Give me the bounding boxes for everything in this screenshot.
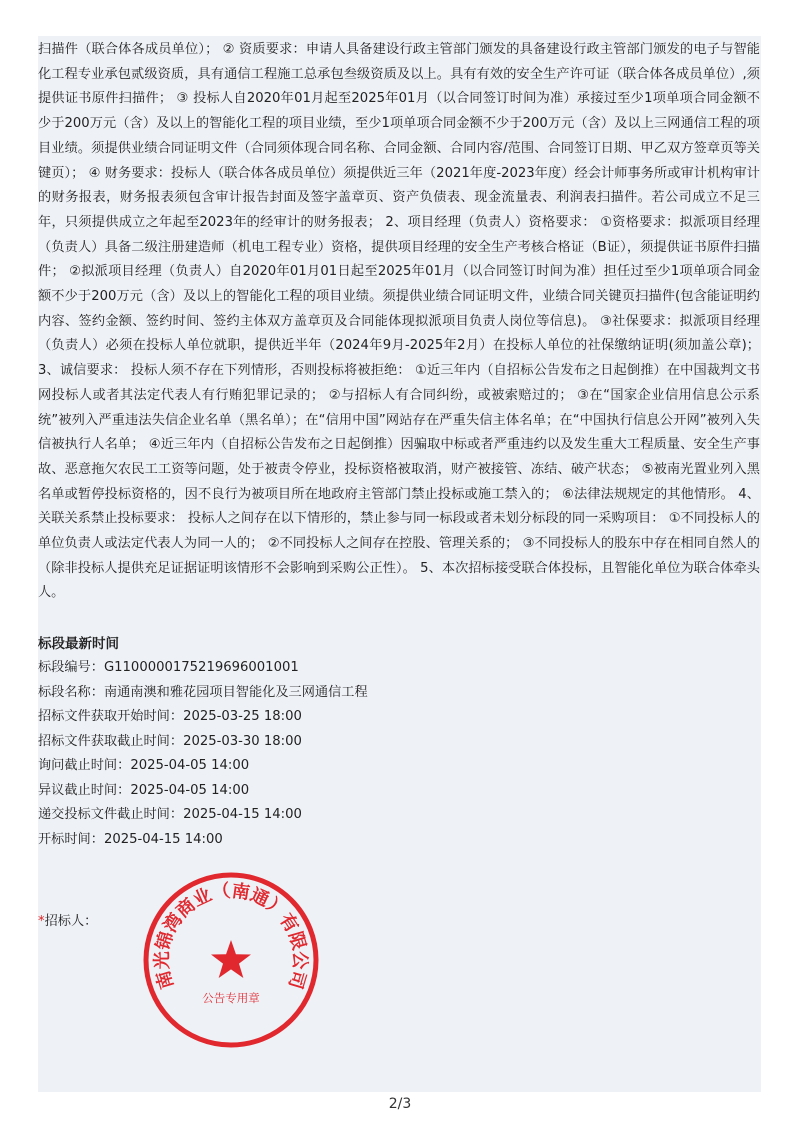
seal-company-name: 南光锦湾商业（南通）有限公司	[151, 880, 311, 992]
info-value: 2025-04-15 14:00	[103, 831, 223, 847]
tenderer-label: 招标人：	[44, 914, 98, 929]
seal-star-icon	[211, 940, 251, 978]
info-label: 招标文件获取截止时间：	[38, 733, 184, 749]
info-row-doc-start	[38, 705, 368, 730]
info-row-doc-end	[38, 730, 368, 755]
info-value: 2025-03-30 18:00	[183, 733, 302, 749]
info-row-objection-deadline	[38, 779, 368, 804]
info-value: 2025-04-05 14:00	[130, 782, 250, 798]
tenderer-field	[38, 912, 97, 932]
tender-info-list	[38, 656, 368, 852]
info-value: 2025-04-15 14:00	[183, 807, 302, 822]
info-label: 异议截止时间：	[38, 782, 131, 798]
info-label: 标段名称：	[38, 684, 104, 700]
info-value: 南通南澳和雅花园项目智能化及三网通信工程	[103, 684, 368, 700]
section-heading: 标段最新时间	[38, 636, 119, 652]
info-label: 招标文件获取开始时间：	[38, 709, 184, 724]
info-label: 递交投标文件截止时间：	[38, 807, 184, 822]
info-value: 2025-04-05 14:00	[130, 758, 250, 773]
info-row-section-number	[38, 656, 368, 681]
info-label: 询问截止时间：	[38, 758, 131, 773]
requirements-text: 扫描件（联合体各成员单位）； ② 资质要求：申请人具备建设行政主管部门颁发的具备建设行政主管部门颁发的电子与智能化工程专业承包贰级资质，具有通信工程施工总承包叁级资质及以上。具有有效的安全生产许可证（联合体各成员单位）,须提供证书原件扫描件； ③ 投标人自2020年01月起至2025年01月（以合同签订时间为准）承接过至少1项单项合同金额不少于200万元（含）及以上的智能化工程的项目业绩，至少1项单项合同金额不少于200万元（含）及以上三网通信工程的项目业绩。须提供业绩合同证明文件（合同须体现合同名称、合同金额、合同内容/范围、合同签订日期、甲乙双方签章页等关键页）； ④ 财务要求：投标人（联合体各成员单位）须提供近三年（2021年度-2023年度）经会计师事务所或审计机构审计的财务报表，财务报表须包含审计报告封面及签字盖章页、资产负债表、现金流量表、利润表扫描件。若公司成立不足三年，只须提供成立之年起至2023年的经审计的财务报表； 2、项目经理（负责人）资格要求： ①资格要求：拟派项目经理（负责人）具备二级注册建造师（机电工程专业）资格，提供项目经理的安全生产考核合格证（B证），须提供证书原件扫描件； ②拟派项目经理（负责人）自2020年01月01日起至2025年01月（以合同签订时间为准）担任过至少1项单项合同金额不少于200万元（含）及以上的智能化工程的项目业绩。须提供业绩合同证明文件，业绩合同关键页扫描件(包含能证明约内容、签约金额、签约时间、签约主体双方盖章页及合同能体现拟派项目负责人岗位等信息)。 ③社保要求：拟派项目经理（负责人）必须在投标人单位就职，提供近半年（2024年9月-2025年2月）在投标人单位的社保缴纳证明(须加盖公章)； 3、诚信要求： 投标人须不存在下列情形，否则投标将被拒绝： ①近三年内（自招标公告发布之日起倒推）在中国裁判文书网投标人或者其法定代表人有行贿犯罪记录的； ②与招标人有合同纠纷，或被索赔过的； ③在“国家企业信用信息公示系统”被列入严重违法失信企业名单（黑名单）；在“信用中国”网站存在严重失信主体名单；在“中国执行信息公开网”被列入失信被执行人名单； ④近三年内（自招标公告发布之日起倒推）因骗取中标或者严重违约以及发生重大工程质量、安全生产事故、恶意拖欠农民工工资等问题，处于被责令停业，投标资格被取消，财产被接管、冻结、破产状态； ⑤被南光置业列入黑名单或暂停投标资格的，因不良行为被项目所在地政府主管部门禁止投标或施工禁入的； ⑥法律法规规定的其他情形。 4、关联关系禁止投标要求： 投标人之间存在以下情形的，禁止参与同一标段或者未划分标段的同一采购项目： ①不同投标人的单位负责人或法定代表人为同一人的； ②不同投标人之间存在控股、管理关系的； ③不同投标人的股东中存在相同自然人的（除非投标人提供充足证据证明该情形不会影响到采购公正性）。 5、本次招标接受联合体投标，且智能化单位为联合体牵头人。	[38, 42, 760, 601]
page-number: 2/3	[388, 1096, 412, 1112]
info-value: 2025-03-25 18:00	[183, 709, 302, 724]
info-value: G1100000175219696001001	[103, 660, 299, 675]
info-row-inquiry-deadline	[38, 754, 368, 779]
required-mark: *	[38, 914, 45, 929]
info-row-submission-deadline	[38, 803, 368, 828]
company-seal-icon	[141, 870, 321, 1050]
info-row-section-name	[38, 681, 368, 706]
info-label: 开标时间：	[38, 831, 104, 847]
info-label: 标段编号：	[38, 660, 104, 675]
seal-type-label: 公告专用章	[202, 991, 260, 1005]
info-row-opening-time	[38, 828, 368, 853]
